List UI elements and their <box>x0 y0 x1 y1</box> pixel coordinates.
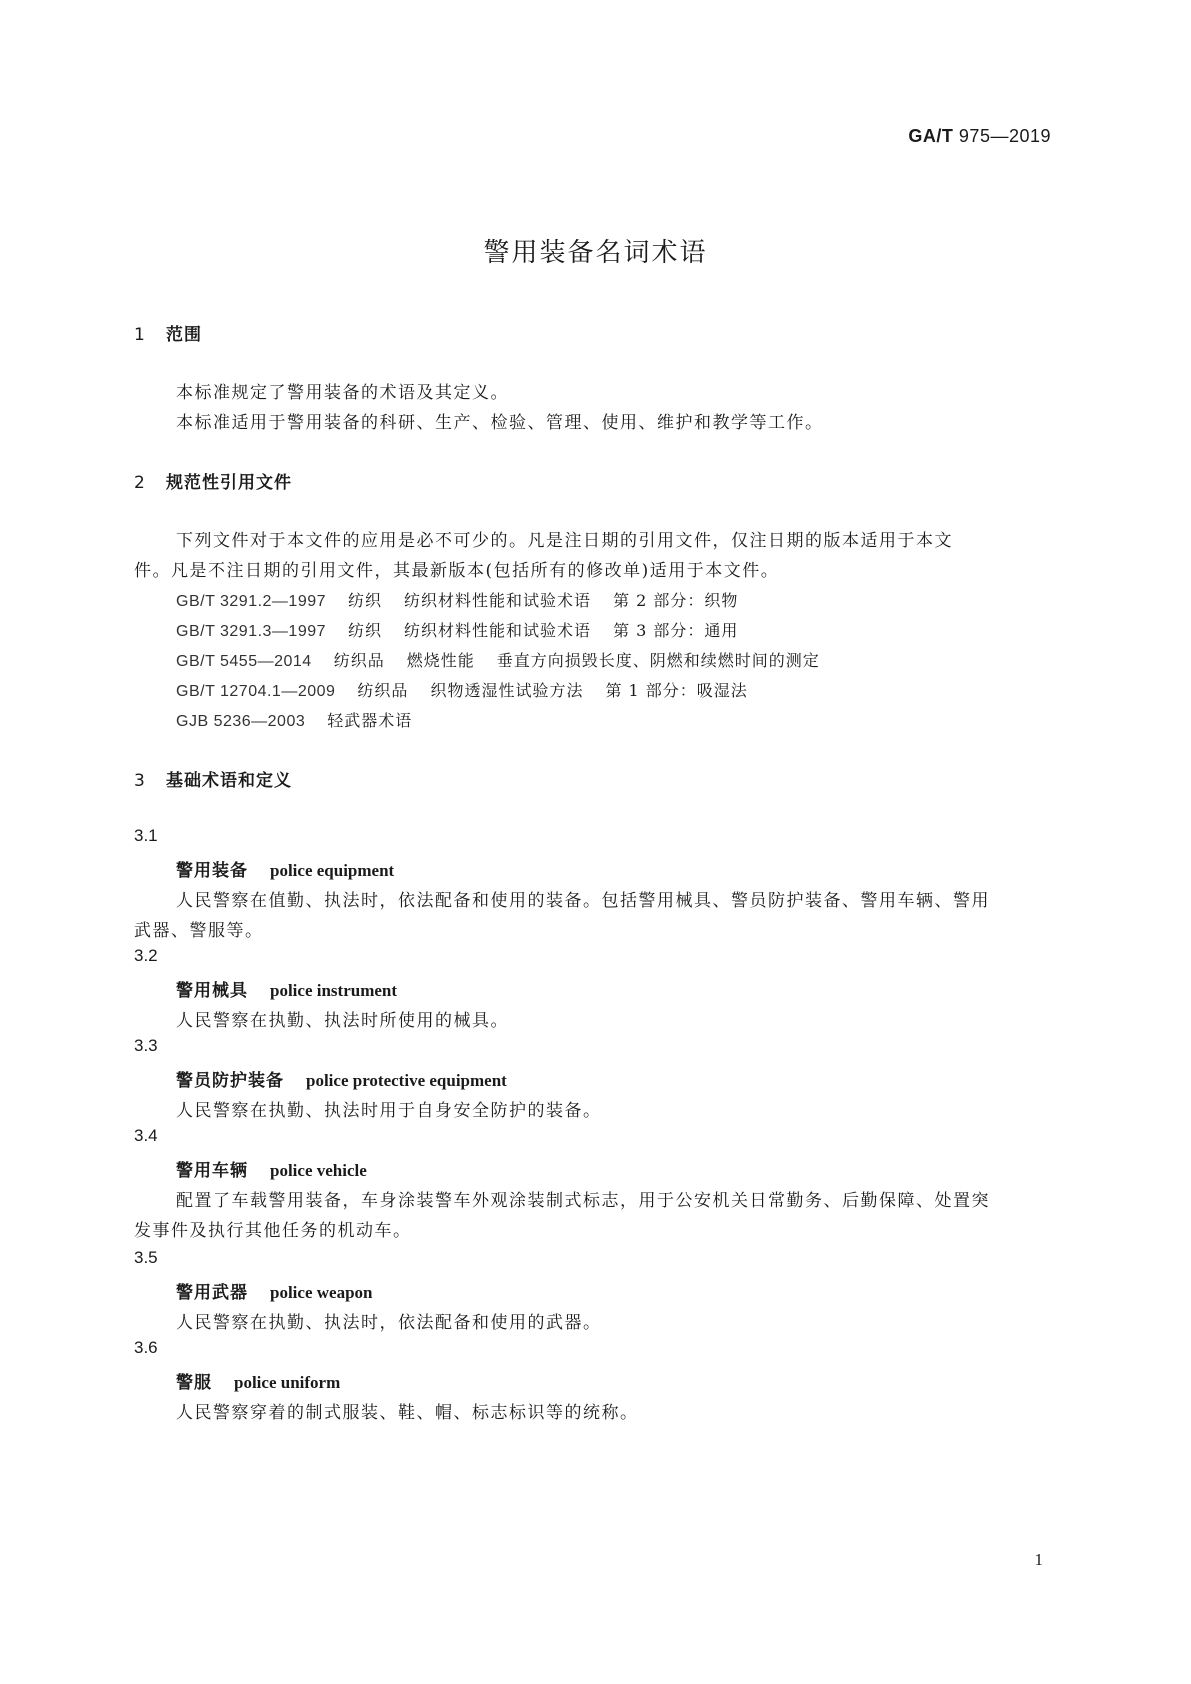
reference-title-part: 纺织材料性能和试验术语 <box>404 621 592 640</box>
standard-code-number: 975—2019 <box>958 126 1051 146</box>
term-entry <box>176 1066 507 1091</box>
term-english: police weapon <box>270 1283 373 1302</box>
section-title: 范围 <box>166 325 202 345</box>
reference-code: GB/T 3291.2—1997 <box>176 593 327 610</box>
term-chinese: 警服 <box>176 1373 212 1393</box>
term-chinese: 警用装备 <box>176 861 248 881</box>
reference-item <box>176 618 760 641</box>
reference-title-part: 纺织材料性能和试验术语 <box>404 591 592 610</box>
term-definition: 武器、警服等。 <box>134 921 264 941</box>
term-entry <box>176 976 397 1001</box>
reference-title-part: 第 3 部分：通用 <box>613 621 739 640</box>
reference-title-part: 纺织品 <box>357 681 409 700</box>
term-number: 3.5 <box>134 1248 158 1267</box>
section-3-heading <box>134 766 292 791</box>
reference-title-part: 织物透湿性试验方法 <box>430 681 584 700</box>
reference-item <box>176 708 434 731</box>
term-english: police vehicle <box>270 1161 367 1180</box>
term-number: 3.3 <box>134 1036 158 1055</box>
reference-code: GB/T 5455—2014 <box>176 653 312 670</box>
term-english: police instrument <box>270 981 398 1000</box>
section-number: 3 <box>134 771 146 791</box>
document-title: 警用装备名词术语 <box>483 238 708 268</box>
paragraph: 本标准规定了警用装备的术语及其定义。 <box>176 383 509 403</box>
paragraph: 本标准适用于警用装备的科研、生产、检验、管理、使用、维护和教学等工作。 <box>176 413 824 433</box>
reference-code: GB/T 12704.1—2009 <box>176 683 336 700</box>
term-entry <box>176 1368 340 1393</box>
term-english: police protective equipment <box>306 1071 507 1090</box>
term-number: 3.4 <box>134 1126 158 1145</box>
paragraph: 件。凡是不注日期的引用文件，其最新版本(包括所有的修改单)适用于本文件。 <box>134 561 780 581</box>
reference-title-part: 纺织 <box>348 591 383 610</box>
reference-title-part: 第 2 部分：织物 <box>613 591 739 610</box>
term-english: police uniform <box>234 1373 341 1392</box>
standard-code <box>908 126 1051 147</box>
term-definition: 人民警察在执勤、执法时用于自身安全防护的装备。 <box>176 1101 602 1121</box>
paragraph: 下列文件对于本文件的应用是必不可少的。凡是注日期的引用文件，仅注日期的版本适用于本文 <box>176 531 953 551</box>
reference-code: GJB 5236—2003 <box>176 713 306 730</box>
reference-title-part: 第 1 部分：吸湿法 <box>605 681 748 700</box>
term-number: 3.2 <box>134 946 158 965</box>
reference-item <box>176 648 842 671</box>
reference-title-part: 燃烧性能 <box>406 651 475 670</box>
reference-title-part: 垂直方向损毁长度、阴燃和续燃时间的测定 <box>496 651 820 670</box>
term-definition: 人民警察穿着的制式服装、鞋、帽、标志标识等的统称。 <box>176 1403 639 1423</box>
section-title: 规范性引用文件 <box>166 473 292 493</box>
term-chinese: 警用械具 <box>176 981 248 1001</box>
term-definition: 发事件及执行其他任务的机动车。 <box>134 1221 412 1241</box>
page-number: 1 <box>1034 1550 1043 1569</box>
standard-code-prefix: GA/T <box>908 126 954 146</box>
term-definition: 配置了车载警用装备，车身涂装警车外观涂装制式标志，用于公安机关日常勤务、后勤保障、处置突 <box>176 1191 990 1211</box>
term-number: 3.6 <box>134 1338 158 1357</box>
reference-title-part: 纺织 <box>348 621 383 640</box>
section-2-heading <box>134 468 292 493</box>
term-number: 3.1 <box>134 826 158 845</box>
term-english: police equipment <box>270 861 395 880</box>
term-definition: 人民警察在执勤、执法时所使用的械具。 <box>176 1011 509 1031</box>
section-1-heading <box>134 320 202 345</box>
section-number: 1 <box>134 325 146 345</box>
term-chinese: 警用车辆 <box>176 1161 248 1181</box>
term-chinese: 警员防护装备 <box>176 1071 284 1091</box>
term-entry <box>176 856 394 881</box>
term-entry <box>176 1156 367 1181</box>
term-entry <box>176 1278 372 1303</box>
reference-title-part: 轻武器术语 <box>327 711 413 730</box>
reference-item <box>176 588 760 611</box>
section-number: 2 <box>134 473 146 493</box>
reference-item <box>176 678 770 701</box>
section-title: 基础术语和定义 <box>166 771 292 791</box>
term-chinese: 警用武器 <box>176 1283 248 1303</box>
reference-title-part: 纺织品 <box>333 651 385 670</box>
reference-code: GB/T 3291.3—1997 <box>176 623 327 640</box>
term-definition: 人民警察在执勤、执法时，依法配备和使用的武器。 <box>176 1313 602 1333</box>
term-definition: 人民警察在值勤、执法时，依法配备和使用的装备。包括警用械具、警员防护装备、警用车辆、警用 <box>176 891 990 911</box>
